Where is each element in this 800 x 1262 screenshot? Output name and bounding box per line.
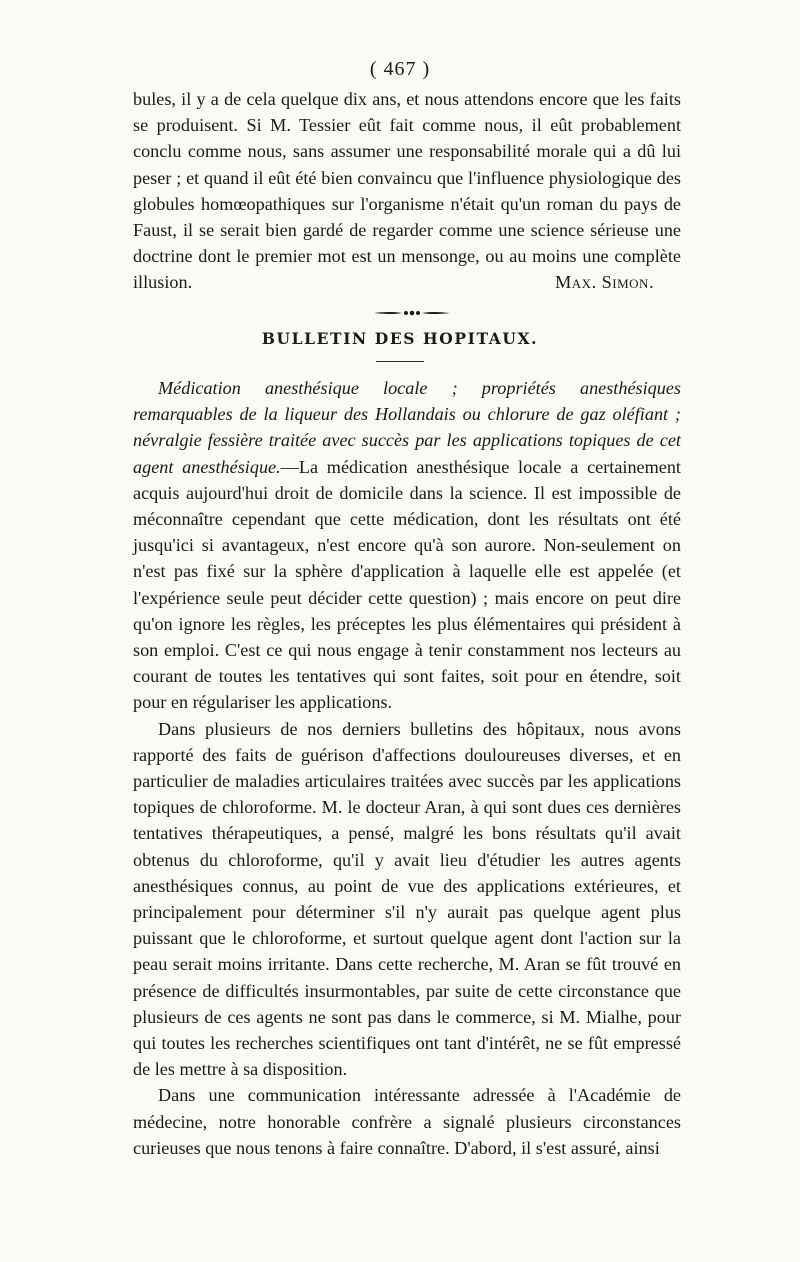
continued-paragraph	[133, 86, 681, 296]
continued-text-block	[133, 86, 681, 296]
article-body	[133, 375, 681, 1161]
article-paragraph-3: Dans une communication intéressante adressée à l'Académie de médecine, notre honorable confrère a signalé plusieurs circonstances curieuses que nous tenons à faire connaître. D'abord, il s'est assuré, ainsi	[133, 1085, 681, 1158]
article-paragraph-2: Dans plusieurs de nos derniers bulletins des hôpitaux, nous avons rapporté des faits de guérison d'affections douloureuses diverses, et en particulier de maladies articulaires traitées avec succès par les applications topiques de chloroforme. M. le docteur Aran, à qui sont dues ces dernières tentatives thérapeutiques, a pensé, malgré les bons résultats qu'il avait obtenus du chloroforme, qu'il y avait lieu d'étudier les autres agents anesthésiques connus, au point de vue des applications extérieures, et principalement pour déterminer s'il n'y aurait pas quelque agent plus puissant que le chloroforme, et surtout quelque agent dont l'action sur la peau serait moins irritante. Dans cette recherche, M. Aran se fût trouvé en présence de difficultés insurmontables, par suite de cette circonstance que plusieurs de ces agents ne sont pas dans le commerce, si M. Mialhe, pour qui toutes les recherches scientifiques ont tant d'intérêt, ne se fût empressé de les mettre à sa disposition.	[133, 718, 681, 1080]
article-paragraph-1-text: —La médication anesthésique locale a certainement acquis aujourd'hui droit de domicile dans la science. Il est impossible de méconnaître cependant que cette médication, dont les résultats ont été jusqu'ici si avantageux, n'est encore qu'à son aurore. Non-seulement on n'est pas fixé sur la sphère d'application à laquelle elle est appelée (et l'expérience seule peut décider cette question) ; mais encore on peut dire qu'on ignore les règles, les préceptes les plus élémentaires qui président à son emploi. C'est ce qui nous engage à tenir constamment nos lecteurs au courant de toutes les tentatives qui sont faites, soit pour en étendre, soit pour en régulariser les applications.	[133, 456, 681, 713]
author-signature: Max. Simon.	[555, 272, 654, 293]
article-title: Médication anesthésique locale ; propriétés anesthésiques remarquables de la liqueur des Hollandais ou chlorure de gaz oléfiant ; névralgie fessière traitée avec succès par les applications topiques de cet agent anesthésique.	[133, 378, 681, 477]
fleuron-ornament-icon	[372, 308, 452, 318]
article-paragraph-1	[133, 375, 681, 716]
heading-rule	[376, 361, 424, 362]
section-heading: BULLETIN DES HOPITAUX.	[261, 329, 539, 348]
continued-paragraph-text: bules, il y a de cela quelque dix ans, et nous attendons encore que les faits se produisent. Si M. Tessier eût fait comme nous, il eût probablement conclu comme nous, sans assumer une responsabilité morale qui a dû lui peser ; et quand il eût été bien convaincu que l'influence physiologique des globules homœopathiques sur l'organisme n'était qu'un roman du pays de Faust, il se serait bien gardé de regarder comme une science sérieuse une doctrine dont le premier mot est un mensonge, ou au moins une complète illusion.	[133, 89, 681, 293]
page-number: ( 467 )	[369, 58, 431, 80]
